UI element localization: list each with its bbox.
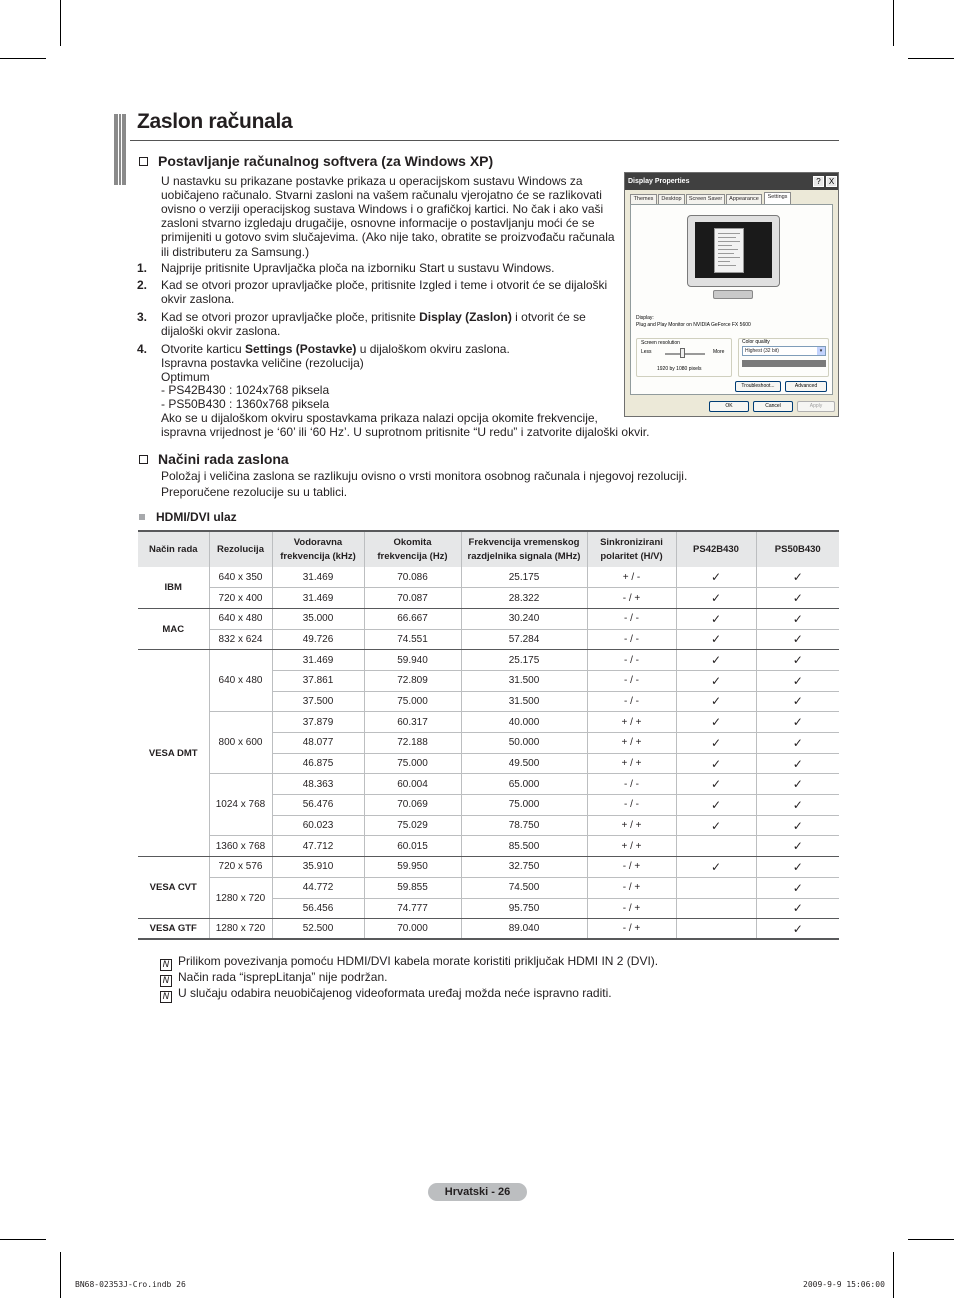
intro-line: ovisno o verziji operacijskog sustava Windows i o grafičkoj kartici. No čak i ako vaši xyxy=(161,202,604,216)
cell-resolution: 800 x 600 xyxy=(209,712,272,774)
cell-resolution: 832 x 624 xyxy=(209,629,272,650)
cell-resolution: 1280 x 720 xyxy=(209,877,272,918)
step-text: ispravna vrijednost je ‘60’ ili ‘60 Hz’. U suprotnom pritisnite “U redu” i zatvorite dijaloški okvir. xyxy=(161,425,650,439)
page-title: Zaslon računala xyxy=(137,110,293,133)
more-label: More xyxy=(713,349,725,355)
step-text: Optimum xyxy=(161,370,210,384)
less-label: Less xyxy=(641,349,652,355)
title-decoration xyxy=(114,114,126,185)
table-row xyxy=(138,836,839,857)
cell-vfreq: 59.940 xyxy=(364,650,461,671)
cell-sync: - / - xyxy=(587,650,676,671)
cell-sync: - / - xyxy=(587,670,676,691)
check-icon: ✓ xyxy=(792,818,803,833)
color-quality-group xyxy=(738,338,829,377)
step-text: dijaloški okvir zaslona. xyxy=(161,324,281,338)
cell-hfreq: 37.500 xyxy=(272,691,364,712)
header-hfreq: Vodoravna frekvencija (kHz) xyxy=(272,531,364,567)
cell-sync: + / + xyxy=(587,815,676,836)
check-icon: ✓ xyxy=(710,611,722,626)
cell-clock: 40.000 xyxy=(461,712,587,733)
step-text: Najprije pritisnite Upravljačka ploča na izborniku Start u sustavu Windows. xyxy=(161,261,555,275)
check-icon: ✓ xyxy=(792,715,803,730)
intro-line: ili distributeru za Samsung.) xyxy=(161,245,310,259)
cell-vfreq: 74.551 xyxy=(364,629,461,650)
cell-ps50b430 xyxy=(756,733,839,754)
monitor-icon xyxy=(687,215,780,287)
cell-mode: VESA CVT xyxy=(138,857,209,919)
note-icon: N xyxy=(160,959,172,971)
cell-vfreq: 74.777 xyxy=(364,898,461,919)
cell-clock: 75.000 xyxy=(461,795,587,816)
cell-mode: VESA GTF xyxy=(138,919,209,940)
check-icon: ✓ xyxy=(792,777,803,792)
cell-sync: - / + xyxy=(587,588,676,609)
display-properties-dialog xyxy=(624,172,839,417)
page-number: Hrvatski - 26 xyxy=(428,1183,527,1201)
step-number: 4. xyxy=(137,342,148,356)
step-text: Ako se u dijaloškom okviru spostavkama prikaza nalazi opcija okomite frekvencije, xyxy=(161,411,598,425)
cell-hfreq: 60.023 xyxy=(272,815,364,836)
cell-ps42b430 xyxy=(676,670,756,691)
cell-vfreq: 66.667 xyxy=(364,608,461,629)
screen-resolution-group xyxy=(636,338,732,377)
cell-ps50b430 xyxy=(756,629,839,650)
chevron-down-icon: ▾ xyxy=(817,347,825,355)
color-preview-bar xyxy=(742,360,826,367)
check-icon: ✓ xyxy=(710,859,722,874)
cell-sync: + / + xyxy=(587,836,676,857)
note xyxy=(160,986,612,1003)
cell-sync: - / + xyxy=(587,919,676,940)
table-row xyxy=(138,857,839,878)
cell-vfreq: 75.000 xyxy=(364,691,461,712)
check-icon: ✓ xyxy=(792,797,803,812)
check-icon: ✓ xyxy=(710,797,722,812)
cell-vfreq: 70.069 xyxy=(364,795,461,816)
display-modes-table xyxy=(138,530,839,940)
intro-line: zasloni stvarno izgledaju drugačije, osnovne informacije o postavljanju moći će se xyxy=(161,216,595,230)
cell-ps50b430 xyxy=(756,857,839,878)
dialog-title: Display Properties xyxy=(625,173,838,190)
cell-ps42b430 xyxy=(676,588,756,609)
check-icon: ✓ xyxy=(792,632,803,647)
advanced-button[interactable]: Advanced xyxy=(785,381,827,392)
crop-mark xyxy=(0,1239,46,1240)
check-icon: ✓ xyxy=(792,921,803,936)
help-button[interactable]: ? xyxy=(813,176,824,187)
cell-hfreq: 52.500 xyxy=(272,919,364,940)
cell-clock: 49.500 xyxy=(461,753,587,774)
check-icon: ✓ xyxy=(792,735,803,750)
header-model-ps50: PS50B430 xyxy=(756,531,839,567)
check-icon: ✓ xyxy=(792,570,803,585)
cell-vfreq: 60.317 xyxy=(364,712,461,733)
cell-sync: - / + xyxy=(587,898,676,919)
cell-ps42b430 xyxy=(676,919,756,940)
crop-mark xyxy=(0,58,46,59)
cell-mode: VESA DMT xyxy=(138,650,209,857)
close-button[interactable]: X xyxy=(826,176,837,187)
cell-clock: 30.240 xyxy=(461,608,587,629)
note-icon: N xyxy=(160,975,172,987)
cell-sync: - / - xyxy=(587,774,676,795)
check-icon: ✓ xyxy=(792,756,803,771)
cell-ps42b430 xyxy=(676,712,756,733)
section-heading-text: Načini rada zaslona xyxy=(158,451,289,467)
check-icon: ✓ xyxy=(792,859,803,874)
cell-ps42b430 xyxy=(676,691,756,712)
resolution-slider-track[interactable] xyxy=(665,353,705,355)
step-text: Otvorite karticu Settings (Postavke) u dijaloškom okviru zaslona. xyxy=(161,342,510,356)
header-clock: Frekvencija vremenskog razdjelnika signala (MHz) xyxy=(461,531,587,567)
cell-hfreq: 56.456 xyxy=(272,898,364,919)
intro-line: uobičajeno računalo. Stvarni zasloni na vašem računalu vjerojatno će se razlikovati xyxy=(161,188,602,202)
cell-sync: + / + xyxy=(587,712,676,733)
header-mode: Način rada xyxy=(138,531,209,567)
table-caption xyxy=(139,510,237,524)
section-heading-modes xyxy=(139,451,289,467)
cell-sync: + / + xyxy=(587,753,676,774)
cell-hfreq: 37.879 xyxy=(272,712,364,733)
cell-hfreq: 35.910 xyxy=(272,857,364,878)
cell-ps42b430 xyxy=(676,753,756,774)
bullet-square-icon xyxy=(139,514,145,520)
cell-hfreq: 31.469 xyxy=(272,567,364,588)
tab-screen-saver[interactable]: Screen Saver xyxy=(686,194,725,204)
check-icon: ✓ xyxy=(792,611,803,626)
cell-hfreq: 56.476 xyxy=(272,795,364,816)
check-icon: ✓ xyxy=(710,694,722,709)
check-icon: ✓ xyxy=(710,735,722,750)
cell-ps42b430 xyxy=(676,898,756,919)
crop-mark xyxy=(60,1252,61,1298)
color-quality-value: Highest (32 bit) xyxy=(745,348,779,354)
table-header-row xyxy=(138,531,839,567)
cell-hfreq: 48.077 xyxy=(272,733,364,754)
note-text: Način rada “isprepLitanja” nije podržan. xyxy=(178,970,388,984)
cell-sync: - / - xyxy=(587,691,676,712)
cell-sync: - / + xyxy=(587,877,676,898)
step-number: 1. xyxy=(137,261,148,275)
display-label: Display: xyxy=(636,315,654,321)
cell-ps42b430 xyxy=(676,733,756,754)
cell-clock: 50.000 xyxy=(461,733,587,754)
cell-vfreq: 72.188 xyxy=(364,733,461,754)
step-number: 3. xyxy=(137,310,148,324)
cell-resolution: 720 x 400 xyxy=(209,588,272,609)
cell-ps50b430 xyxy=(756,670,839,691)
cell-vfreq: 72.809 xyxy=(364,670,461,691)
cell-ps50b430 xyxy=(756,588,839,609)
cell-sync: - / - xyxy=(587,608,676,629)
header-sync: Sinkronizirani polaritet (H/V) xyxy=(587,531,676,567)
check-icon: ✓ xyxy=(710,673,722,688)
step-number: 2. xyxy=(137,278,148,292)
cell-ps42b430 xyxy=(676,650,756,671)
cell-clock: 78.750 xyxy=(461,815,587,836)
cell-vfreq: 60.015 xyxy=(364,836,461,857)
cell-ps50b430 xyxy=(756,919,839,940)
cell-sync: - / - xyxy=(587,795,676,816)
step-text: Ispravna postavka veličine (rezolucija) xyxy=(161,356,364,370)
check-icon: ✓ xyxy=(792,673,803,688)
check-icon: ✓ xyxy=(710,715,722,730)
cell-resolution: 640 x 480 xyxy=(209,608,272,629)
cell-clock: 32.750 xyxy=(461,857,587,878)
cell-ps50b430 xyxy=(756,608,839,629)
monitor-stand xyxy=(713,290,753,299)
cell-resolution: 640 x 350 xyxy=(209,567,272,588)
note-text: Prilikom povezivanja pomoću HDMI/DVI kabela morate koristiti priključak HDMI IN 2 (DVI). xyxy=(178,954,659,968)
footer-file: BN68-02353J-Cro.indb 26 xyxy=(75,1280,186,1289)
table-row xyxy=(138,608,839,629)
cell-vfreq: 60.004 xyxy=(364,774,461,795)
cell-resolution: 720 x 576 xyxy=(209,857,272,878)
footer-date: 2009-9-9 15:06:00 xyxy=(803,1280,885,1289)
color-quality-select[interactable] xyxy=(742,346,826,356)
crop-mark xyxy=(893,0,894,46)
cell-ps50b430 xyxy=(756,691,839,712)
table-row xyxy=(138,919,839,940)
cell-ps50b430 xyxy=(756,836,839,857)
cell-vfreq: 59.950 xyxy=(364,857,461,878)
section-heading-text: Postavljanje računalnog softvera (za Windows XP) xyxy=(158,153,494,169)
check-icon: ✓ xyxy=(710,777,722,792)
check-icon: ✓ xyxy=(792,901,803,916)
cell-hfreq: 37.861 xyxy=(272,670,364,691)
header-vfreq: Okomita frekvencija (Hz) xyxy=(364,531,461,567)
cell-hfreq: 31.469 xyxy=(272,650,364,671)
cell-hfreq: 48.363 xyxy=(272,774,364,795)
intro-line: U nastavku su prikazane postavke prikaza u operacijskom sustavu Windows za xyxy=(161,174,583,188)
cell-clock: 95.750 xyxy=(461,898,587,919)
display-value: Plug and Play Monitor on NVIDIA GeForce FX 5600 xyxy=(636,322,751,328)
cell-vfreq: 75.029 xyxy=(364,815,461,836)
cell-ps42b430 xyxy=(676,857,756,878)
cell-clock: 74.500 xyxy=(461,877,587,898)
check-icon: ✓ xyxy=(792,591,803,606)
note xyxy=(160,970,387,987)
cell-vfreq: 70.086 xyxy=(364,567,461,588)
crop-mark xyxy=(893,1252,894,1298)
check-icon: ✓ xyxy=(710,591,722,606)
cell-hfreq: 49.726 xyxy=(272,629,364,650)
step-text: Kad se otvori prozor upravljačke ploče, pritisnite Display (Zaslon) i otvorit će se xyxy=(161,310,586,324)
cell-clock: 31.500 xyxy=(461,691,587,712)
table-row xyxy=(138,567,839,588)
cell-clock: 57.284 xyxy=(461,629,587,650)
settings-panel xyxy=(630,204,833,395)
check-icon: ✓ xyxy=(710,632,722,647)
check-icon: ✓ xyxy=(710,653,722,668)
bullet-box-icon xyxy=(139,455,148,464)
cell-ps50b430 xyxy=(756,877,839,898)
cell-ps42b430 xyxy=(676,795,756,816)
cancel-button[interactable]: Cancel xyxy=(753,401,793,412)
cell-clock: 25.175 xyxy=(461,650,587,671)
tab-settings[interactable]: Settings xyxy=(764,192,791,205)
cell-ps42b430 xyxy=(676,567,756,588)
cell-ps42b430 xyxy=(676,877,756,898)
cell-clock: 25.175 xyxy=(461,567,587,588)
cell-vfreq: 75.000 xyxy=(364,753,461,774)
step-text: - PS42B430 : 1024x768 piksela xyxy=(161,383,330,397)
table-row xyxy=(138,588,839,609)
crop-mark xyxy=(908,1239,954,1240)
check-icon: ✓ xyxy=(710,570,722,585)
section-heading-setup xyxy=(139,153,493,169)
tab-appearance[interactable]: Appearance xyxy=(726,194,762,204)
step-text: Kad se otvori prozor upravljačke ploče, pritisnite Izgled i teme i otvorit će se dijaloški xyxy=(161,278,608,292)
cell-hfreq: 31.469 xyxy=(272,588,364,609)
table-caption-text: HDMI/DVI ulaz xyxy=(156,510,237,524)
cell-clock: 65.000 xyxy=(461,774,587,795)
cell-vfreq: 59.855 xyxy=(364,877,461,898)
cell-sync: + / - xyxy=(587,567,676,588)
cell-resolution: 1280 x 720 xyxy=(209,919,272,940)
cell-ps50b430 xyxy=(756,898,839,919)
cell-hfreq: 44.772 xyxy=(272,877,364,898)
tab-themes[interactable]: Themes xyxy=(630,194,657,204)
cell-hfreq: 46.875 xyxy=(272,753,364,774)
table-row xyxy=(138,774,839,795)
cell-ps50b430 xyxy=(756,712,839,733)
cell-sync: + / + xyxy=(587,733,676,754)
check-icon: ✓ xyxy=(710,818,722,833)
cell-ps50b430 xyxy=(756,567,839,588)
header-model-ps42: PS42B430 xyxy=(676,531,756,567)
cell-ps50b430 xyxy=(756,774,839,795)
cell-mode: MAC xyxy=(138,608,209,649)
table-row xyxy=(138,712,839,733)
check-icon: ✓ xyxy=(792,694,803,709)
cell-ps42b430 xyxy=(676,774,756,795)
note-text: U slučaju odabira neuobičajenog videoformata uređaj možda neće ispravno raditi. xyxy=(178,986,612,1000)
ok-button[interactable]: OK xyxy=(709,401,749,412)
resolution-value: 1920 by 1080 pixels xyxy=(657,366,702,372)
tab-desktop[interactable]: Desktop xyxy=(658,194,685,204)
cell-vfreq: 70.087 xyxy=(364,588,461,609)
cell-sync: - / + xyxy=(587,857,676,878)
table-row xyxy=(138,629,839,650)
cell-clock: 31.500 xyxy=(461,670,587,691)
troubleshoot-button[interactable]: Troubleshoot... xyxy=(735,381,781,392)
note xyxy=(160,954,658,971)
cell-resolution: 1360 x 768 xyxy=(209,836,272,857)
cell-sync: - / - xyxy=(587,629,676,650)
cell-clock: 85.500 xyxy=(461,836,587,857)
table-row xyxy=(138,650,839,671)
check-icon: ✓ xyxy=(792,839,803,854)
cell-mode: IBM xyxy=(138,567,209,608)
step-text: - PS50B430 : 1360x768 piksela xyxy=(161,397,330,411)
cell-clock: 89.040 xyxy=(461,919,587,940)
cell-vfreq: 70.000 xyxy=(364,919,461,940)
bullet-box-icon xyxy=(139,157,148,166)
cell-resolution: 640 x 480 xyxy=(209,650,272,712)
check-icon: ✓ xyxy=(710,756,722,771)
title-rule xyxy=(130,140,839,141)
cell-ps50b430 xyxy=(756,650,839,671)
apply-button[interactable]: Apply xyxy=(797,401,835,412)
cell-ps42b430 xyxy=(676,815,756,836)
table-row xyxy=(138,877,839,898)
cell-hfreq: 47.712 xyxy=(272,836,364,857)
cell-clock: 28.322 xyxy=(461,588,587,609)
color-quality-label: Color quality xyxy=(742,339,770,345)
cell-ps50b430 xyxy=(756,815,839,836)
header-resolution: Rezolucija xyxy=(209,531,272,567)
check-icon: ✓ xyxy=(792,653,803,668)
cell-ps42b430 xyxy=(676,836,756,857)
crop-mark xyxy=(60,0,61,46)
step-text: okvir zaslona. xyxy=(161,292,235,306)
resolution-slider-handle[interactable] xyxy=(680,348,685,358)
screen-resolution-label: Screen resolution xyxy=(641,340,680,346)
cell-resolution: 1024 x 768 xyxy=(209,774,272,836)
section-text: Položaj i veličina zaslona se razlikuju ovisno o vrsti monitora osobnog računala i njegovoj rezoluciji. xyxy=(161,469,688,483)
check-icon: ✓ xyxy=(792,880,803,895)
note-icon: N xyxy=(160,991,172,1003)
cell-ps42b430 xyxy=(676,608,756,629)
cell-hfreq: 35.000 xyxy=(272,608,364,629)
crop-mark xyxy=(908,58,954,59)
section-text: Preporučene rezolucije su u tablici. xyxy=(161,485,348,499)
cell-ps50b430 xyxy=(756,753,839,774)
cell-ps50b430 xyxy=(756,795,839,816)
cell-ps42b430 xyxy=(676,629,756,650)
intro-line: primijeniti u gotovo svim slučajevima. (Ako nije tako, obratite se proizvođaču računala xyxy=(161,230,615,244)
